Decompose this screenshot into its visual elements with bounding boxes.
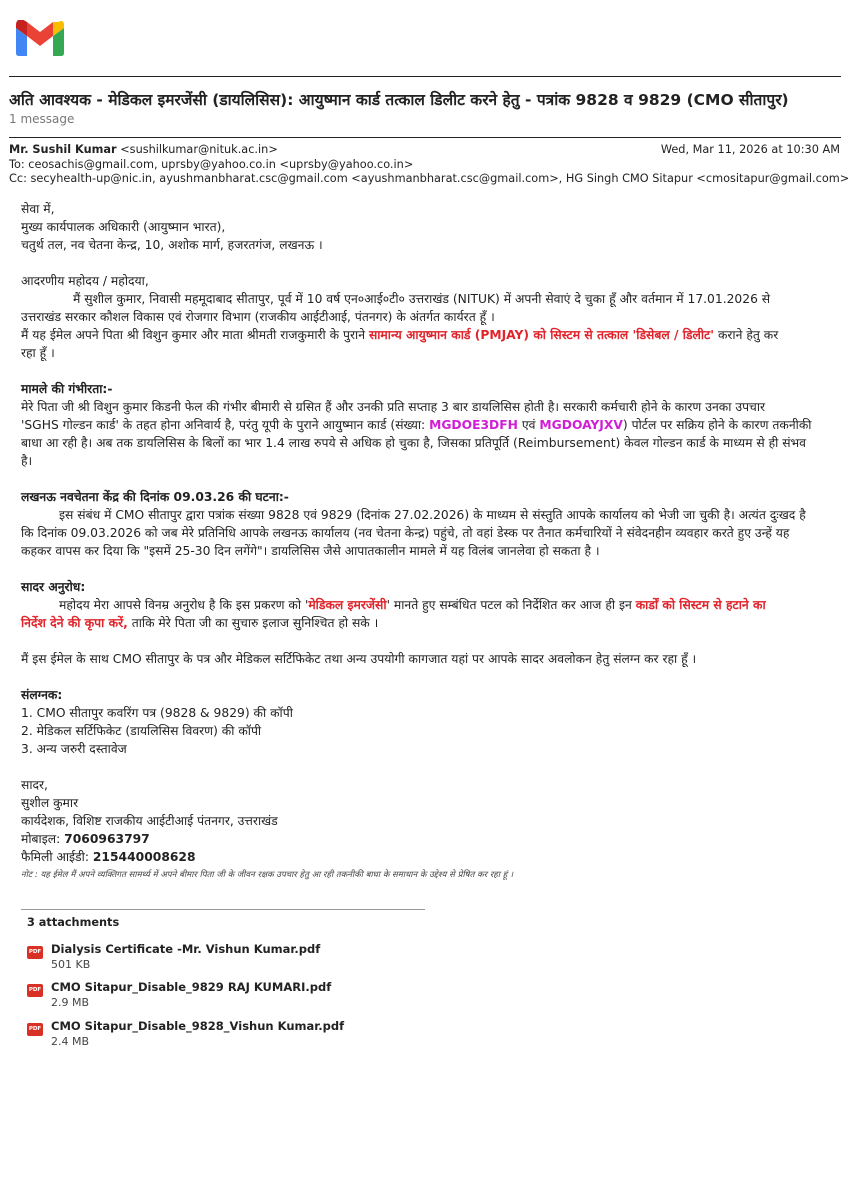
enclosure-item: 1. CMO सीतापुर कवरिंग पत्र (9828 & 9829) की कॉपी <box>21 706 293 720</box>
signature-mobile: मोबाइल: 7060963797 <box>21 832 150 846</box>
footnote: नोट : यह ईमेल मैं अपने व्यक्तिगत सामर्थ्य में अपने बीमार पिता जी के जीवन रक्षक उपचार हेतु आ रही तकनीकी बाधा के समाधान के उद्देश्य से प्रेषित कर रहा हूं । <box>21 870 514 880</box>
section-text: मेरे पिता जी श्री विशुन कुमार किडनी फेल की गंभीर बीमारी से ग्रसित हैं और उनकी प्रति सप्ताह 3 बार डायलिसिस होती है। सरकारी कर्मचारी होने के कारण उनका उपचार <box>21 400 766 414</box>
section-text: कहकर वापस कर दिया कि "इसमें 25-30 दिन लगेंगे"। डायलिसिस जैसे आपातकालीन मामले में यह विलंब जानलेवा हो सकता है । <box>21 544 600 558</box>
attachments-divider <box>21 909 425 910</box>
section-heading: लखनऊ नवचेतना केंद्र की दिनांक 09.03.26 की घटना:- <box>21 490 289 504</box>
intro-paragraph: मैं यह ईमेल अपने पिता श्री विशुन कुमार और माता श्रीमती राजकुमारी के पुराने सामान्य आयुष्मान कार्ड (PMJAY) को सिस्टम से तत्काल 'डिसेबल / डिलीट' कराने हेतु कर <box>21 328 779 342</box>
section-heading: मामले की गंभीरता:- <box>21 382 113 396</box>
enclosure-text: मैं इस ईमेल के साथ CMO सीतापुर के पत्र और मेडिकल सर्टिफिकेट तथा अन्य उपयोगी कागजात यहां पर आपके सादर अवलोकन हेतु संलग्न कर रहा हूँ । <box>21 652 697 666</box>
highlight-red: निर्देश देने की कृपा करें, <box>21 616 128 630</box>
header-divider <box>9 76 841 77</box>
attachment-name[interactable]: CMO Sitapur_Disable_9829 RAJ KUMARI.pdf <box>51 980 332 994</box>
pdf-icon: PDF <box>27 984 43 997</box>
section-text: निर्देश देने की कृपा करें, ताकि मेरे पिता जी का सुचारु इलाज सुनिश्चित हो सके । <box>21 616 379 630</box>
section-text: बाधा आ रही है। अब तक डायलिसिस के बिलों का भार 1.4 लाख रुपये से अधिक हो चुका है, जिसका प्रतिपूर्ति (Reimbursement) केवल गोल्डन कार्ड के माध्यम से ही संभव <box>21 436 807 450</box>
signature-family-id: फैमिली आईडी: 215440008628 <box>21 850 196 864</box>
section-text: 'SGHS गोल्डन कार्ड' के तहत होना अनिवार्य है, परंतु यूपी के पुराने आयुष्मान कार्ड (संख्या: MGDOE3DFH एवं MGDOAYJXV) पोर्टल पर सक्रिय होने के कारण तकनीकी <box>21 418 812 432</box>
sender-name[interactable]: Mr. Sushil Kumar <box>9 143 117 156</box>
attachment-name[interactable]: Dialysis Certificate -Mr. Vishun Kumar.pdf <box>51 942 321 956</box>
cc-line: Cc: secyhealth-up@nic.in, ayushmanbharat.csc@gmail.com <ayushmanbharat.csc@gmail.com>, HG Singh CMO Sitapur <cmositapur@gmail.com> <box>9 172 849 185</box>
attachment-name[interactable]: CMO Sitapur_Disable_9828_Vishun Kumar.pdf <box>51 1019 345 1033</box>
address-line: सेवा में, <box>21 202 55 216</box>
email-date: Wed, Mar 11, 2026 at 10:30 AM <box>660 143 840 156</box>
attachment-item[interactable] <box>27 942 427 974</box>
salutation: आदरणीय महोदय / महोदया, <box>21 274 149 288</box>
address-line: मुख्य कार्यपालक अधिकारी (आयुष्मान भारत), <box>21 220 226 234</box>
signature-designation: कार्यदेशक, विशिष्ट राजकीय आईटीआई पंतनगर, उत्तराखंड <box>21 814 278 828</box>
intro-paragraph: उत्तराखंड सरकार कौशल विकास एवं रोजगार विभाग (राजकीय आईटीआई, पंतनगर) के अंतर्गत कार्यरत हूँ । <box>21 310 495 324</box>
highlight-red: मेडिकल इमरजेंसी <box>308 598 387 612</box>
enclosure-item: 3. अन्य जरुरी दस्तावेज <box>21 742 127 756</box>
intro-paragraph: रहा हूँ । <box>21 346 55 360</box>
sender-email[interactable]: <sushilkumar@nituk.ac.in> <box>120 143 278 156</box>
email-subject: अति आवश्यक - मेडिकल इमरजेंसी (डायलिसिस): आयुष्मान कार्ड तत्काल डिलीट करने हेतु - पत्रांक 9828 व 9829 (CMO सीतापुर) <box>9 91 789 109</box>
address-line: चतुर्थ तल, नव चेतना केन्द्र, 10, अशोक मार्ग, हजरतगंज, लखनऊ । <box>21 238 323 252</box>
attachment-item[interactable] <box>27 1019 427 1051</box>
section-text: महोदय मेरा आपसे विनम्र अनुरोध है कि इस प्रकरण को 'मेडिकल इमरजेंसी' मानते हुए सम्बंधित पटल को निर्देशित कर आज ही इन कार्डों को सिस्टम से हटाने का <box>59 598 766 612</box>
attachment-size: 501 KB <box>51 958 91 971</box>
pdf-icon: PDF <box>27 1023 43 1036</box>
card-number: MGDOE3DFH <box>429 418 518 432</box>
section-text: कि दिनांक 09.03.2026 को जब मेरे प्रतिनिधि आपके लखनऊ कार्यालय (नव चेतना केन्द्र) पहुंचे, तो वहां डेस्क पर तैनात कर्मचारियों ने संवेदनहीन व्यवहार करते हुए उन्हें यह <box>21 526 790 540</box>
signature-name: सुशील कुमार <box>21 796 79 810</box>
sender-line <box>9 143 278 156</box>
enclosure-item: 2. मेडिकल सर्टिफिकेट (डायलिसिस विवरण) की कॉपी <box>21 724 262 738</box>
to-line: To: ceosachis@gmail.com, uprsby@yahoo.co.in <uprsby@yahoo.co.in> <box>9 158 414 171</box>
closing: सादर, <box>21 778 48 792</box>
pdf-icon: PDF <box>27 946 43 959</box>
email-body <box>21 200 831 884</box>
gmail-logo-icon <box>16 20 64 56</box>
message-count: 1 message <box>9 112 75 126</box>
attachment-size: 2.4 MB <box>51 1035 90 1048</box>
section-heading: सादर अनुरोध: <box>21 580 86 594</box>
section-heading: संलग्नक: <box>21 688 63 702</box>
attachment-item[interactable] <box>27 980 427 1012</box>
intro-paragraph: मैं सुशील कुमार, निवासी महमूदाबाद सीतापुर, पूर्व में 10 वर्ष एन०आई०टी० उत्तराखंड (NITUK) में अपनी सेवाएं दे चुका हूँ और वर्तमान में 17.01.2026 से <box>73 292 771 306</box>
attachment-size: 2.9 MB <box>51 996 90 1009</box>
subject-divider <box>9 137 841 138</box>
attachments-count: 3 attachments <box>27 916 120 929</box>
section-text: है। <box>21 454 33 468</box>
highlight-red: सामान्य आयुष्मान कार्ड (PMJAY) को सिस्टम से तत्काल 'डिसेबल / डिलीट' <box>368 328 715 342</box>
highlight-red: कार्डों को सिस्टम से हटाने का <box>635 598 766 612</box>
section-text: इस संबंध में CMO सीतापुर द्वारा पत्रांक संख्या 9828 एवं 9829 (दिनांक 27.02.2026) के माध्यम से संस्तुति आपके कार्यालय को भेजी जा चुकी है। अत्यंत दुःखद है <box>59 508 806 522</box>
card-number: MGDOAYJXV <box>539 418 623 432</box>
